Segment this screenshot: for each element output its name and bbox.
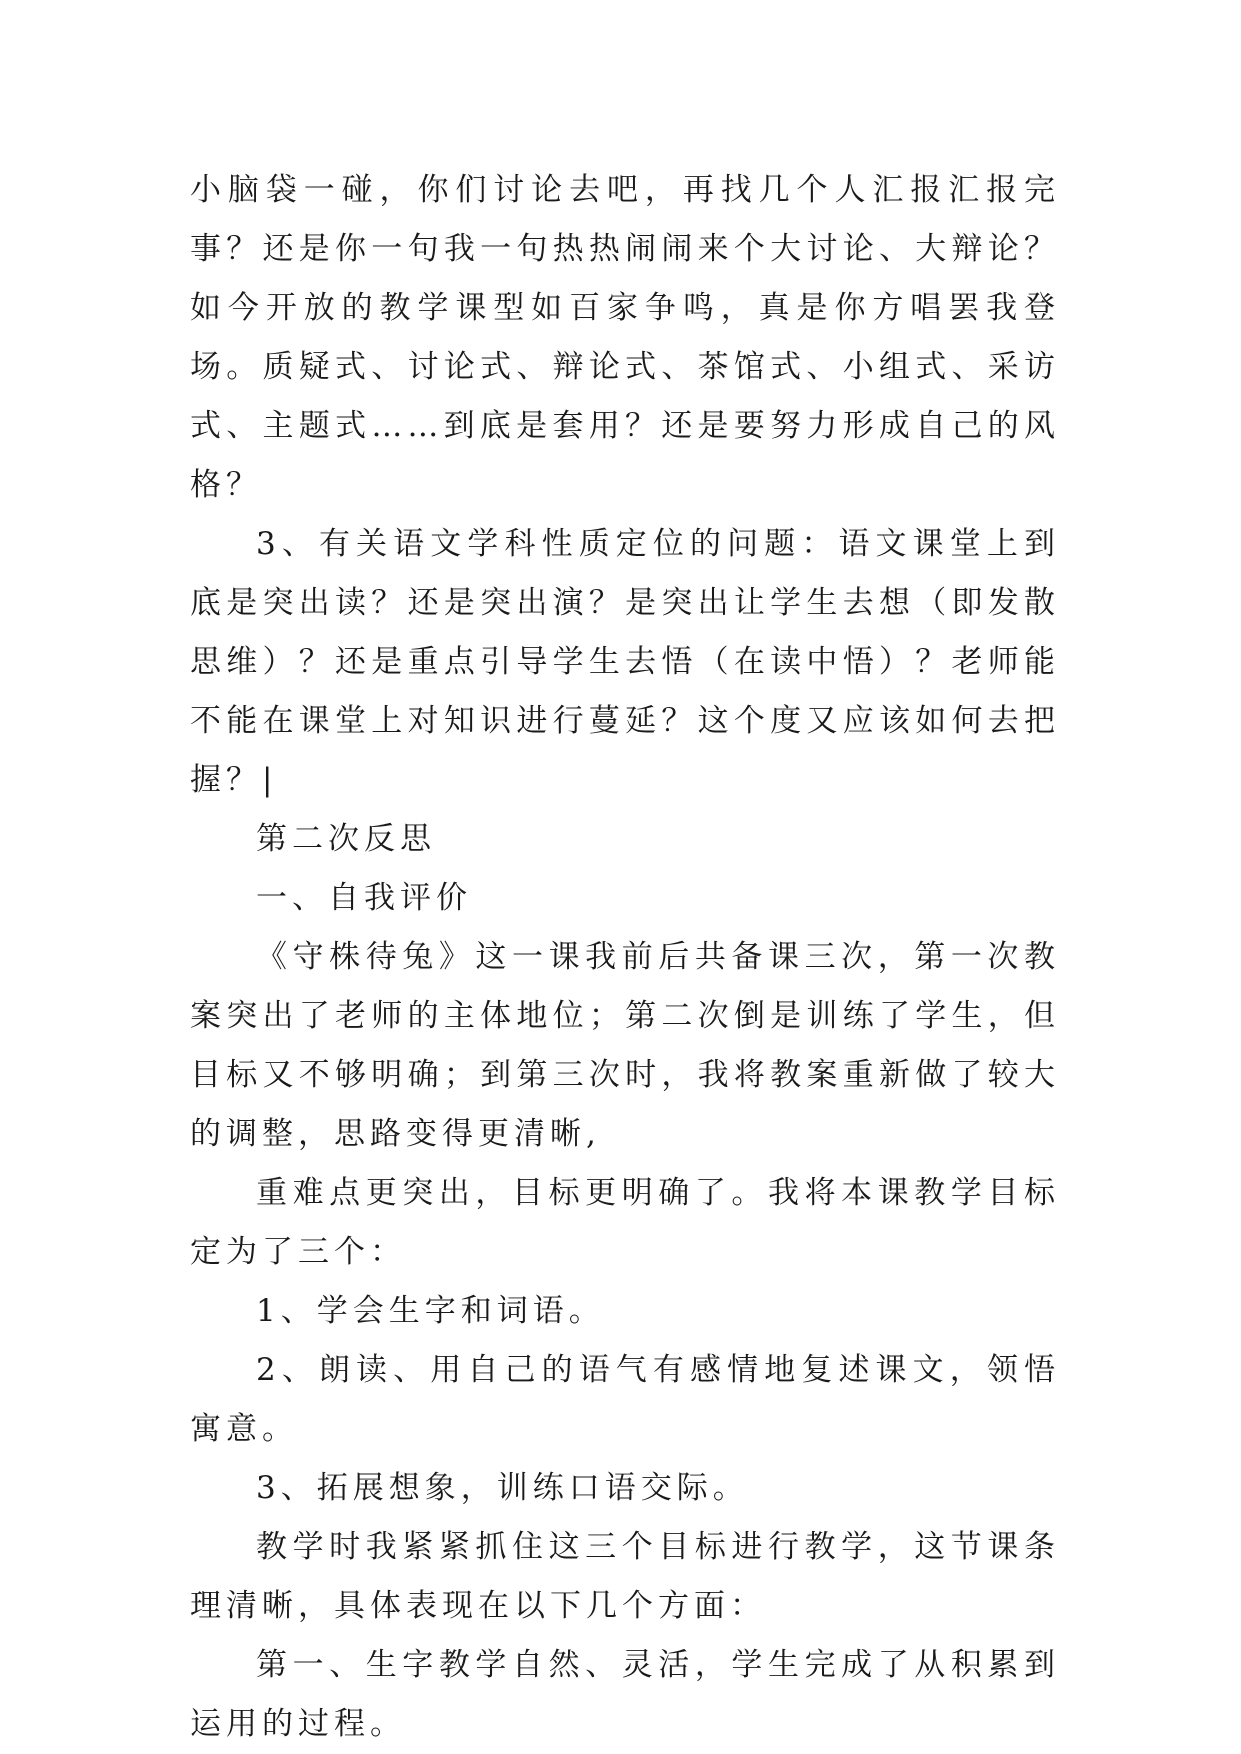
paragraph-lesson-preparation: 《守株待兔》这一课我前后共备课三次，第一次教案突出了老师的主体地位；第二次倒是训练了学生，但目标又不够明确；到第三次时，我将教案重新做了较大的调整，思路变得更清晰, (190, 939, 1060, 1152)
section-heading-second-reflection: 第二次反思 (256, 821, 436, 857)
paragraph-subject-positioning: 3、有关语文学科性质定位的问题：语文课堂上到底是突出读？还是突出演？是突出让学生去想（即发散思维）？还是重点引导学生去悟（在读中悟）？老师能不能在课堂上对知识进行蔓延？这个度又应该如何去把握？| (190, 526, 1060, 798)
goal-item-1: 1、学会生字和词语。 (256, 1293, 605, 1329)
document-page (190, 161, 1060, 1754)
paragraph-teaching-summary: 教学时我紧紧抓住这三个目标进行教学，这节课条理清晰，具体表现在以下几个方面： (190, 1529, 1060, 1624)
paragraph-teaching-goals-intro: 重难点更突出，目标更明确了。我将本课教学目标定为了三个： (190, 1175, 1060, 1270)
goal-item-2: 2、朗读、用自己的语气有感情地复述课文，领悟寓意。 (190, 1352, 1060, 1447)
paragraph-discussion-styles: 小脑袋一碰，你们讨论去吧，再找几个人汇报汇报完事？还是你一句我一句热热闹闹来个大讨论、大辩论？如今开放的教学课型如百家争鸣，真是你方唱罢我登场。质疑式、讨论式、辩论式、茶馆式、小组式、采访式、主题式……到底是套用？还是要努力形成自己的风格？ (190, 172, 1060, 503)
paragraph-first-aspect: 第一、生字教学自然、灵活，学生完成了从积累到运用的过程。 (190, 1647, 1060, 1742)
subheading-self-evaluation: 一、自我评价 (256, 880, 472, 916)
goal-item-3: 3、拓展想象，训练口语交际。 (256, 1470, 749, 1506)
